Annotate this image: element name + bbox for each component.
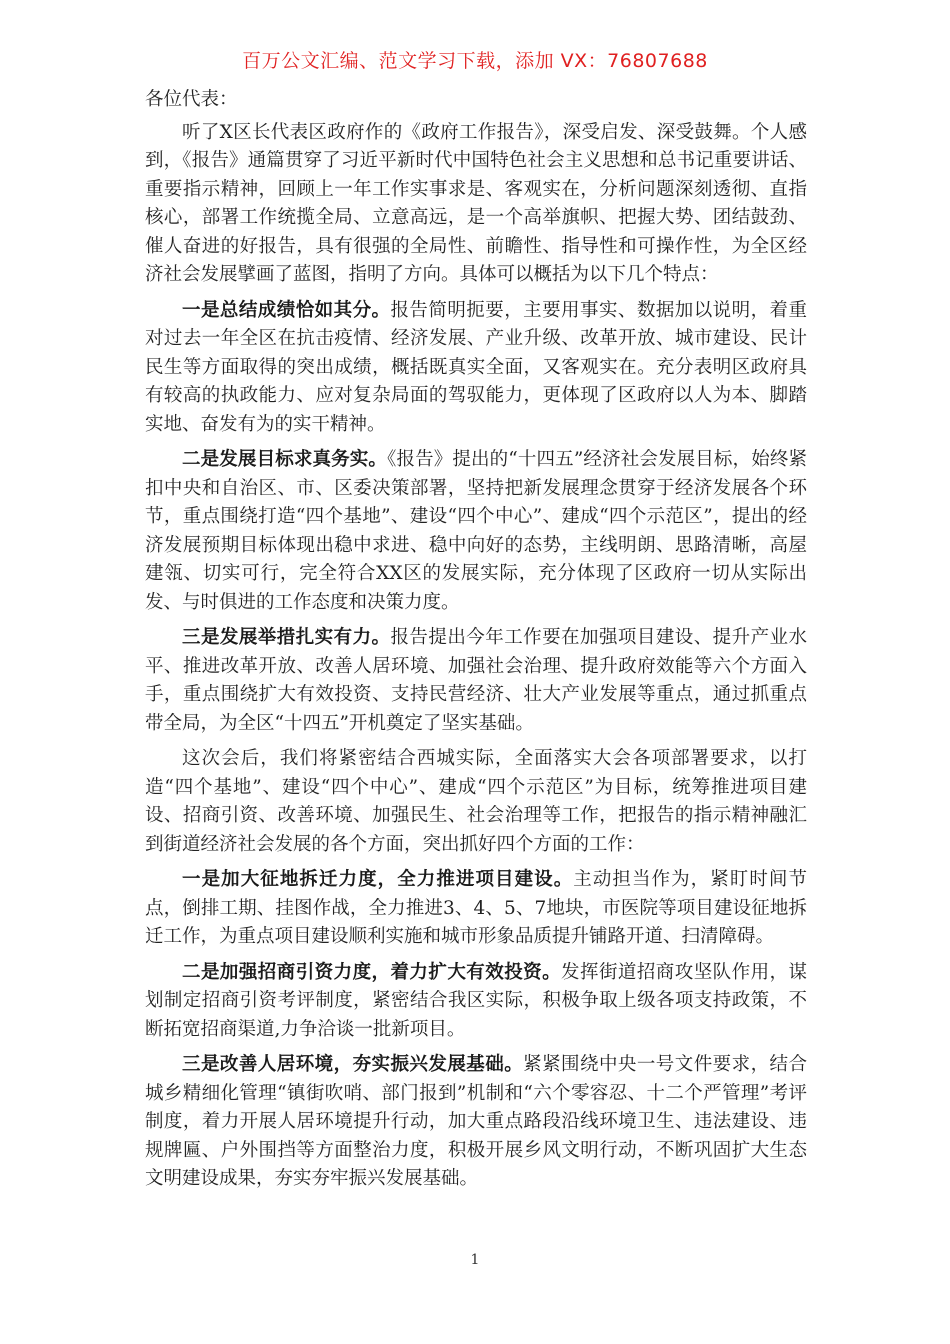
paragraph-text: 主动担当作为，紧盯时间节点，倒排工期、挂图作战，全力推进3、4、5、7地块，市医院等项目建设征地拆迁工作，为重点项目建设顺利实施和城市形象品质提升铺路开道、扫清障碍。: [145, 869, 807, 947]
paragraph-lead: 一是加大征地拆迁力度，全力推进项目建设。: [182, 869, 574, 890]
paragraph-lead: 二是加强招商引资力度，着力扩大有效投资。: [182, 961, 562, 983]
salutation: 各位代表：: [145, 89, 238, 110]
paragraph-feature-1: [145, 297, 807, 440]
document-body: [145, 86, 807, 1201]
paragraph-task-3: [145, 1051, 807, 1194]
paragraph-text: 听了X区长代表区政府作的《政府工作报告》，深受启发、深受鼓舞。个人感到，《报告》通篇贯穿了习近平新时代中国特色社会主义思想和总书记重要讲话、重要指示精神，回顾上一年工作实事求是、客观实在，分析问题深刻透彻、直指核心，部署工作统揽全局、立意高远，是一个高举旗帜、把握大势、团结鼓劲、催人奋进的好报告，具有很强的全局性、前瞻性、指导性和可操作性，为全区经济社会发展擘画了蓝图，指明了方向。具体可以概括为以下几个特点：: [145, 121, 807, 285]
paragraph-text: 紧紧围绕中央一号文件要求，结合城乡精细化管理“镇街吹哨、部门报到”机制和“六个零容忍、十二个严管理”考评制度，着力开展人居环境提升行动，加大重点路段沿线环境卫生、违法建设、违规牌匾、户外围挡等方面整治力度，积极开展乡风文明行动，不断巩固扩大生态文明建设成果，夯实夯牢振兴发展基础。: [145, 1054, 807, 1189]
paragraph-intro: [145, 119, 807, 290]
paragraph-text: 这次会后，我们将紧密结合西城实际，全面落实大会各项部署要求，以打造“四个基地”、建设“四个中心”、建成“四个示范区”为目标，统筹推进项目建设、招商引资、改善环境、加强民生、社会治理等工作，把报告的指示精神融汇到街道经济社会发展的各个方面，突出抓好四个方面的工作：: [145, 748, 807, 855]
paragraph-lead: 二是发展目标求真务实。: [182, 449, 388, 470]
page-number: 1: [470, 1252, 480, 1268]
paragraph-text: 报告提出今年工作要在加强项目建设、提升产业水平、推进改革开放、改善人居环境、加强社会治理、提升政府效能等六个方面入手，重点围绕扩大有效投资、支持民营经济、壮大产业发展等重点，通过抓重点带全局，为全区“十四五”开机奠定了坚实基础。: [145, 627, 807, 734]
paragraph-text: 《报告》提出的“十四五”经济社会发展目标，始终紧扣中央和自治区、市、区委决策部署，坚持把新发展理念贯穿于经济发展各个环节，重点围绕打造“四个基地”、建设“四个中心”、建成“四个示范区”，提出的经济发展预期目标体现出稳中求进、稳中向好的态势，主线明朗、思路清晰，高屋建瓴、切实可行，完全符合XX区的发展实际，充分体现了区政府一切从实际出发、与时俱进的工作态度和决策力度。: [145, 449, 807, 613]
paragraph-feature-3: [145, 624, 807, 738]
paragraph-lead: 一是总结成绩恰如其分。: [182, 299, 391, 321]
header-banner: 百万公文汇编、范文学习下载，添加 VX：76807688: [242, 50, 708, 72]
paragraph-text: 发挥街道招商攻坚队作用，谋划制定招商引资考评制度，紧密结合我区实际，积极争取上级各项支持政策，不断拓宽招商渠道,力争洽谈一批新项目。: [145, 961, 807, 1040]
paragraph-feature-2: [145, 446, 807, 617]
paragraph-lead: 三是改善人居环境，夯实振兴发展基础。: [182, 1054, 524, 1075]
paragraph-lead: 三是发展举措扎实有力。: [182, 627, 391, 648]
paragraph-task-1: [145, 866, 807, 952]
paragraph-task-2: [145, 959, 807, 1045]
paragraph-plan: [145, 745, 807, 859]
paragraph-text: 报告简明扼要，主要用事实、数据加以说明，着重对过去一年全区在抗击疫情、经济发展、产业升级、改革开放、城市建设、民计民生等方面取得的突出成绩，概括既真实全面，又客观实在。充分表明区政府具有较高的执政能力、应对复杂局面的驾驭能力，更体现了区政府以人为本、脚踏实地、奋发有为的实干精神。: [145, 299, 807, 435]
